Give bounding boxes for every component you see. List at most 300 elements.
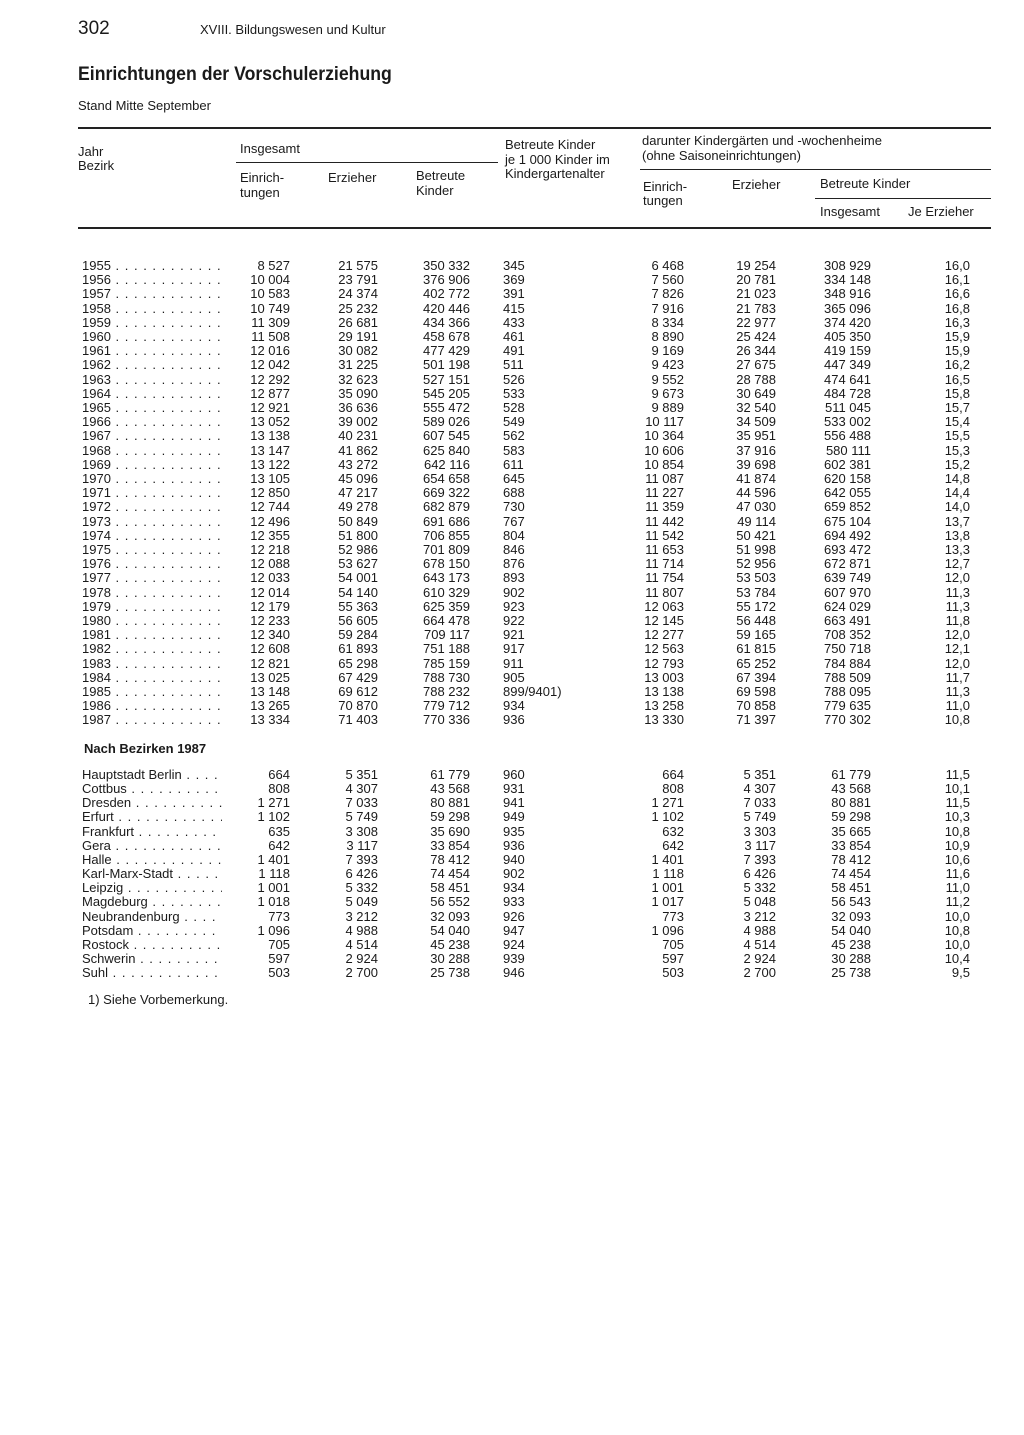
cell-value: 65 252	[736, 655, 776, 671]
cell-value: 624 029	[824, 598, 871, 614]
year-label: 1984 . . .	[82, 671, 222, 685]
cell-value: 3 117	[346, 837, 378, 853]
cell-value: 350 332	[423, 258, 470, 273]
cell-value: 13 148	[250, 684, 290, 699]
cell-value: 33 854	[831, 837, 871, 853]
cell-value: 708 352	[824, 627, 871, 643]
cell-value: 71 397	[736, 712, 776, 728]
cell-value: 597	[268, 950, 290, 966]
cell-value: 923	[503, 598, 525, 614]
cell-value: 10,1	[944, 781, 970, 797]
year-label: 1963 . . .	[82, 373, 222, 387]
cell-value: 562	[503, 428, 525, 444]
cell-value: 32 623	[338, 371, 378, 387]
district-label: Neubrandenburg . . .	[82, 910, 222, 924]
cell-value: 39 002	[338, 414, 378, 430]
cell-value: 9 673	[651, 385, 684, 401]
cell-value: 11 227	[645, 485, 684, 501]
cell-value: 4 514	[743, 936, 776, 952]
cell-value: 533	[503, 385, 525, 401]
cell-value: 30 082	[338, 343, 378, 359]
cell-value: 1 102	[257, 809, 290, 825]
cell-value: 56 448	[736, 613, 776, 628]
cell-value: 664	[268, 767, 290, 782]
cell-value: 659 852	[824, 499, 871, 515]
cell-value: 11,3	[945, 598, 970, 614]
cell-value: 11,5	[945, 795, 970, 811]
cell-value: 583	[503, 442, 525, 458]
year-row	[0, 302, 1024, 316]
cell-value: 503	[268, 965, 290, 981]
cell-value: 43 272	[338, 456, 378, 472]
cell-value: 13 025	[250, 669, 290, 685]
cell-value: 642	[268, 837, 290, 853]
cell-value: 78 412	[831, 851, 871, 867]
cell-value: 556 488	[824, 428, 871, 444]
cell-value: 374 420	[824, 314, 871, 330]
cell-value: 13 265	[250, 698, 290, 714]
year-row	[0, 287, 1024, 301]
cell-value: 44 596	[736, 485, 776, 501]
cell-value: 59 298	[831, 809, 871, 825]
cell-value: 11 807	[645, 584, 684, 600]
district-label: Cottbus . . .	[82, 782, 222, 796]
district-label: Leipzig . . .	[82, 881, 222, 895]
cell-value: 12 921	[250, 400, 290, 415]
year-row	[0, 316, 1024, 330]
cell-value: 376 906	[423, 272, 470, 288]
cell-value: 1 001	[257, 880, 290, 896]
year-row	[0, 358, 1024, 372]
cell-value: 4 988	[743, 922, 776, 938]
chapter-heading: XVIII. Bildungswesen und Kultur	[200, 22, 386, 37]
cell-value: 13 122	[250, 456, 290, 472]
year-label: 1976 . . .	[82, 557, 222, 571]
cell-value: 56 543	[831, 894, 871, 910]
header-d-insgesamt: Insgesamt	[820, 204, 880, 219]
cell-value: 12 608	[250, 641, 290, 657]
cell-value: 926	[503, 908, 525, 924]
header-d-erzieher: Erzieher	[732, 177, 781, 192]
cell-value: 7 560	[651, 272, 684, 288]
cell-value: 688	[503, 485, 525, 501]
cell-value: 2 924	[743, 950, 776, 966]
year-label: 1978 . . .	[82, 586, 222, 600]
cell-value: 589 026	[423, 414, 470, 430]
cell-value: 770 336	[423, 712, 470, 728]
cell-value: 369	[503, 272, 525, 288]
cell-value: 61 815	[736, 641, 776, 657]
year-label: 1957 . . .	[82, 287, 222, 301]
cell-value: 672 871	[824, 556, 871, 572]
cell-value: 10,8	[944, 922, 970, 938]
cell-value: 9 889	[651, 400, 684, 415]
cell-value: 639 749	[824, 570, 871, 586]
year-label: 1986 . . .	[82, 699, 222, 713]
cell-value: 751 188	[423, 641, 470, 657]
cell-value: 664	[662, 767, 684, 782]
cell-value: 5 048	[743, 894, 776, 910]
cell-value: 16,5	[944, 371, 970, 387]
cell-value: 11 442	[645, 513, 684, 529]
cell-value: 936	[503, 712, 525, 728]
cell-value: 56 552	[430, 894, 470, 910]
cell-value: 43 568	[831, 781, 871, 797]
cell-value: 905	[503, 669, 525, 685]
cell-value: 474 641	[824, 371, 871, 387]
cell-value: 12,1	[944, 641, 970, 657]
cell-value: 5 049	[345, 894, 378, 910]
year-row	[0, 699, 1024, 713]
cell-value: 13 147	[250, 442, 290, 458]
cell-value: 15,5	[944, 428, 970, 444]
district-row	[0, 924, 1024, 938]
cell-value: 5 351	[345, 767, 378, 782]
header-je1000-line2: je 1 000 Kinder im	[505, 152, 610, 167]
year-row	[0, 500, 1024, 514]
cell-value: 419 159	[824, 343, 871, 359]
cell-value: 13 052	[250, 414, 290, 430]
cell-value: 21 023	[736, 286, 776, 302]
cell-value: 7 393	[345, 851, 378, 867]
cell-value: 45 238	[430, 936, 470, 952]
cell-value: 533 002	[824, 414, 871, 430]
header-jahr: Jahr	[78, 144, 104, 159]
cell-value: 47 030	[736, 499, 776, 515]
cell-value: 12 277	[644, 627, 684, 643]
cell-value: 12 033	[250, 570, 290, 586]
cell-value: 13,7	[944, 513, 970, 529]
header-d-tungen: tungen	[643, 193, 683, 208]
cell-value: 29 191	[338, 329, 378, 344]
district-label: Frankfurt . . .	[82, 825, 222, 839]
darunter-rule	[640, 169, 991, 170]
year-label: 1969 . . .	[82, 458, 222, 472]
year-row	[0, 515, 1024, 529]
district-row	[0, 839, 1024, 853]
cell-value: 12 821	[250, 655, 290, 671]
year-row	[0, 401, 1024, 415]
cell-value: 32 093	[831, 908, 871, 924]
cell-value: 10,3	[944, 809, 970, 825]
cell-value: 664 478	[423, 613, 470, 628]
cell-value: 784 884	[824, 655, 871, 671]
district-label: Dresden . . .	[82, 796, 222, 810]
cell-value: 921	[503, 627, 525, 643]
cell-value: 785 159	[423, 655, 470, 671]
year-row	[0, 685, 1024, 699]
cell-value: 11 653	[645, 542, 684, 557]
cell-value: 9 423	[651, 357, 684, 373]
cell-value: 10 749	[250, 300, 290, 316]
cell-value: 4 307	[345, 781, 378, 797]
cell-value: 549	[503, 414, 525, 430]
cell-value: 643 173	[423, 570, 470, 586]
cell-value: 936	[503, 837, 525, 853]
cell-value: 503	[662, 965, 684, 981]
cell-value: 10 606	[644, 442, 684, 458]
cell-value: 730	[503, 499, 525, 515]
cell-value: 9,5	[951, 965, 970, 981]
cell-value: 74 454	[831, 866, 871, 882]
cell-value: 13 003	[644, 669, 684, 685]
cell-value: 11,2	[945, 894, 970, 910]
cell-value: 78 412	[430, 851, 470, 867]
cell-value: 11,5	[945, 767, 970, 782]
header-erzieher: Erzieher	[328, 170, 377, 185]
cell-value: 11 087	[645, 471, 684, 486]
year-label: 1962 . . .	[82, 358, 222, 372]
cell-value: 33 854	[430, 837, 470, 853]
cell-value: 12 218	[250, 542, 290, 557]
cell-value: 10,0	[944, 936, 970, 952]
cell-value: 6 426	[345, 866, 378, 882]
cell-value: 705	[268, 936, 290, 952]
cell-value: 610 329	[423, 584, 470, 600]
cell-value: 11,0	[945, 698, 970, 714]
cell-value: 691 686	[423, 513, 470, 529]
cell-value: 960	[503, 767, 525, 782]
cell-value: 1 401	[257, 851, 290, 867]
cell-value: 911	[503, 655, 524, 671]
cell-value: 80 881	[430, 795, 470, 811]
cell-value: 4 988	[345, 922, 378, 938]
cell-value: 682 879	[423, 499, 470, 515]
section-heading: Nach Bezirken 1987	[84, 741, 207, 756]
cell-value: 434 366	[423, 314, 470, 330]
cell-value: 7 916	[651, 300, 684, 316]
year-label: 1970 . . .	[82, 472, 222, 486]
year-label: 1955 . . .	[82, 259, 222, 273]
cell-value: 645	[503, 471, 525, 486]
year-row	[0, 429, 1024, 443]
year-row	[0, 671, 1024, 685]
year-label: 1980 . . .	[82, 614, 222, 628]
cell-value: 12 793	[644, 655, 684, 671]
cell-value: 13 138	[644, 684, 684, 699]
cell-value: 632	[662, 823, 684, 839]
district-label: Halle . . .	[82, 853, 222, 867]
cell-value: 6 426	[743, 866, 776, 882]
cell-value: 69 612	[338, 684, 378, 699]
cell-value: 12 496	[250, 513, 290, 529]
header-darunter-line1: darunter Kindergärten und -wochenheime	[642, 133, 882, 148]
cell-value: 7 033	[743, 795, 776, 811]
year-row	[0, 543, 1024, 557]
cell-value: 788 232	[423, 684, 470, 699]
cell-value: 940	[503, 851, 525, 867]
cell-value: 13 258	[644, 698, 684, 714]
cell-value: 654 658	[423, 471, 470, 486]
cell-value: 3 308	[345, 823, 378, 839]
cell-value: 54 040	[831, 922, 871, 938]
year-row	[0, 486, 1024, 500]
cell-value: 625 359	[423, 598, 470, 614]
cell-value: 1 271	[651, 795, 684, 811]
cell-value: 59 284	[338, 627, 378, 643]
page-subtitle: Stand Mitte September	[78, 98, 211, 113]
cell-value: 941	[503, 795, 525, 811]
cell-value: 45 238	[831, 936, 871, 952]
cell-value: 3 117	[744, 837, 776, 853]
year-row	[0, 614, 1024, 628]
cell-value: 669 322	[423, 485, 470, 501]
cell-value: 8 334	[651, 314, 684, 330]
district-label: Schwerin . . .	[82, 952, 222, 966]
cell-value: 345	[503, 258, 525, 273]
cell-value: 67 394	[736, 669, 776, 685]
cell-value: 35 951	[736, 428, 776, 444]
cell-value: 11 754	[645, 570, 684, 586]
cell-value: 9 169	[651, 343, 684, 359]
year-label: 1979 . . .	[82, 600, 222, 614]
cell-value: 23 791	[338, 272, 378, 288]
year-row	[0, 529, 1024, 543]
cell-value: 402 772	[423, 286, 470, 302]
year-row	[0, 373, 1024, 387]
cell-value: 16,8	[944, 300, 970, 316]
cell-value: 12,0	[944, 570, 970, 586]
cell-value: 899/9401)	[503, 684, 562, 699]
cell-value: 51 800	[338, 527, 378, 543]
cell-value: 788 095	[824, 684, 871, 699]
cell-value: 701 809	[423, 542, 470, 557]
cell-value: 1 096	[257, 922, 290, 938]
cell-value: 935	[503, 823, 525, 839]
cell-value: 433	[503, 314, 525, 330]
cell-value: 67 429	[338, 669, 378, 685]
cell-value: 501 198	[423, 357, 470, 373]
cell-value: 11,6	[945, 866, 970, 882]
cell-value: 45 096	[338, 471, 378, 486]
cell-value: 642 055	[824, 485, 871, 501]
district-row	[0, 881, 1024, 895]
cell-value: 12,7	[944, 556, 970, 572]
cell-value: 50 849	[338, 513, 378, 529]
cell-value: 10,4	[944, 950, 970, 966]
cell-value: 1 096	[651, 922, 684, 938]
cell-value: 12 014	[250, 584, 290, 600]
cell-value: 15,4	[944, 414, 970, 430]
cell-value: 11 542	[645, 527, 684, 543]
cell-value: 30 288	[430, 950, 470, 966]
cell-value: 779 712	[423, 698, 470, 714]
cell-value: 11,7	[945, 669, 970, 685]
cell-value: 947	[503, 922, 525, 938]
district-label: Rostock . . .	[82, 938, 222, 952]
cell-value: 607 545	[423, 428, 470, 444]
year-row	[0, 344, 1024, 358]
header-d-einrich: Einrich-	[643, 179, 688, 194]
cell-value: 49 114	[737, 513, 776, 529]
cell-value: 788 730	[423, 669, 470, 685]
year-label: 1958 . . .	[82, 302, 222, 316]
year-label: 1968 . . .	[82, 444, 222, 458]
district-row	[0, 796, 1024, 810]
page-title: Einrichtungen der Vorschulerziehung	[78, 64, 392, 85]
cell-value: 13 138	[250, 428, 290, 444]
cell-value: 12,0	[944, 655, 970, 671]
cell-value: 773	[268, 908, 290, 924]
cell-value: 11 359	[645, 499, 684, 515]
cell-value: 11,3	[945, 684, 970, 699]
cell-value: 1 271	[257, 795, 290, 811]
cell-value: 934	[503, 698, 525, 714]
cell-value: 15,8	[944, 385, 970, 401]
cell-value: 58 451	[831, 880, 871, 896]
cell-value: 12 042	[250, 357, 290, 373]
cell-value: 61 779	[831, 767, 871, 782]
cell-value: 6 468	[651, 258, 684, 273]
cell-value: 56 605	[338, 613, 378, 628]
cell-value: 11 714	[645, 556, 684, 572]
year-row	[0, 557, 1024, 571]
header-d-betreute: Betreute Kinder	[820, 176, 911, 191]
cell-value: 15,9	[944, 329, 970, 344]
cell-value: 526	[503, 371, 525, 387]
cell-value: 15,7	[944, 400, 970, 415]
year-label: 1961 . . .	[82, 344, 222, 358]
cell-value: 52 956	[736, 556, 776, 572]
cell-value: 12 016	[250, 343, 290, 359]
cell-value: 1 401	[651, 851, 684, 867]
cell-value: 922	[503, 613, 525, 628]
cell-value: 939	[503, 950, 525, 966]
cell-value: 709 117	[423, 627, 470, 643]
cell-value: 545 205	[423, 385, 470, 401]
cell-value: 9 552	[651, 371, 684, 387]
cell-value: 31 225	[338, 357, 378, 373]
cell-value: 69 598	[736, 684, 776, 699]
district-label: Karl-Marx-Stadt . . .	[82, 867, 222, 881]
cell-value: 35 690	[430, 823, 470, 839]
cell-value: 15,2	[944, 456, 970, 472]
cell-value: 788 509	[824, 669, 871, 685]
cell-value: 10 004	[250, 272, 290, 288]
cell-value: 36 636	[338, 400, 378, 415]
cell-value: 16,3	[944, 314, 970, 330]
cell-value: 61 779	[430, 767, 470, 782]
cell-value: 334 148	[824, 272, 871, 288]
cell-value: 477 429	[423, 343, 470, 359]
year-row	[0, 657, 1024, 671]
cell-value: 16,0	[944, 258, 970, 273]
footnote: 1) Siehe Vorbemerkung.	[88, 992, 229, 1007]
cell-value: 902	[503, 866, 525, 882]
cell-value: 949	[503, 809, 525, 825]
district-row	[0, 952, 1024, 966]
year-row	[0, 387, 1024, 401]
cell-value: 924	[503, 936, 525, 952]
cell-value: 10 854	[644, 456, 684, 472]
district-label: Suhl . . .	[82, 966, 222, 980]
year-label: 1960 . . .	[82, 330, 222, 344]
cell-value: 10 364	[644, 428, 684, 444]
cell-value: 5 749	[743, 809, 776, 825]
year-label: 1973 . . .	[82, 515, 222, 529]
cell-value: 611	[503, 456, 524, 472]
cell-value: 70 858	[736, 698, 776, 714]
district-row	[0, 910, 1024, 924]
district-row	[0, 867, 1024, 881]
cell-value: 11,3	[945, 584, 970, 600]
cell-value: 527 151	[423, 371, 470, 387]
cell-value: 607 970	[824, 584, 871, 600]
year-label: 1965 . . .	[82, 401, 222, 415]
district-label: Hauptstadt Berlin . . .	[82, 768, 222, 782]
cell-value: 767	[503, 513, 525, 529]
cell-value: 415	[503, 300, 525, 316]
